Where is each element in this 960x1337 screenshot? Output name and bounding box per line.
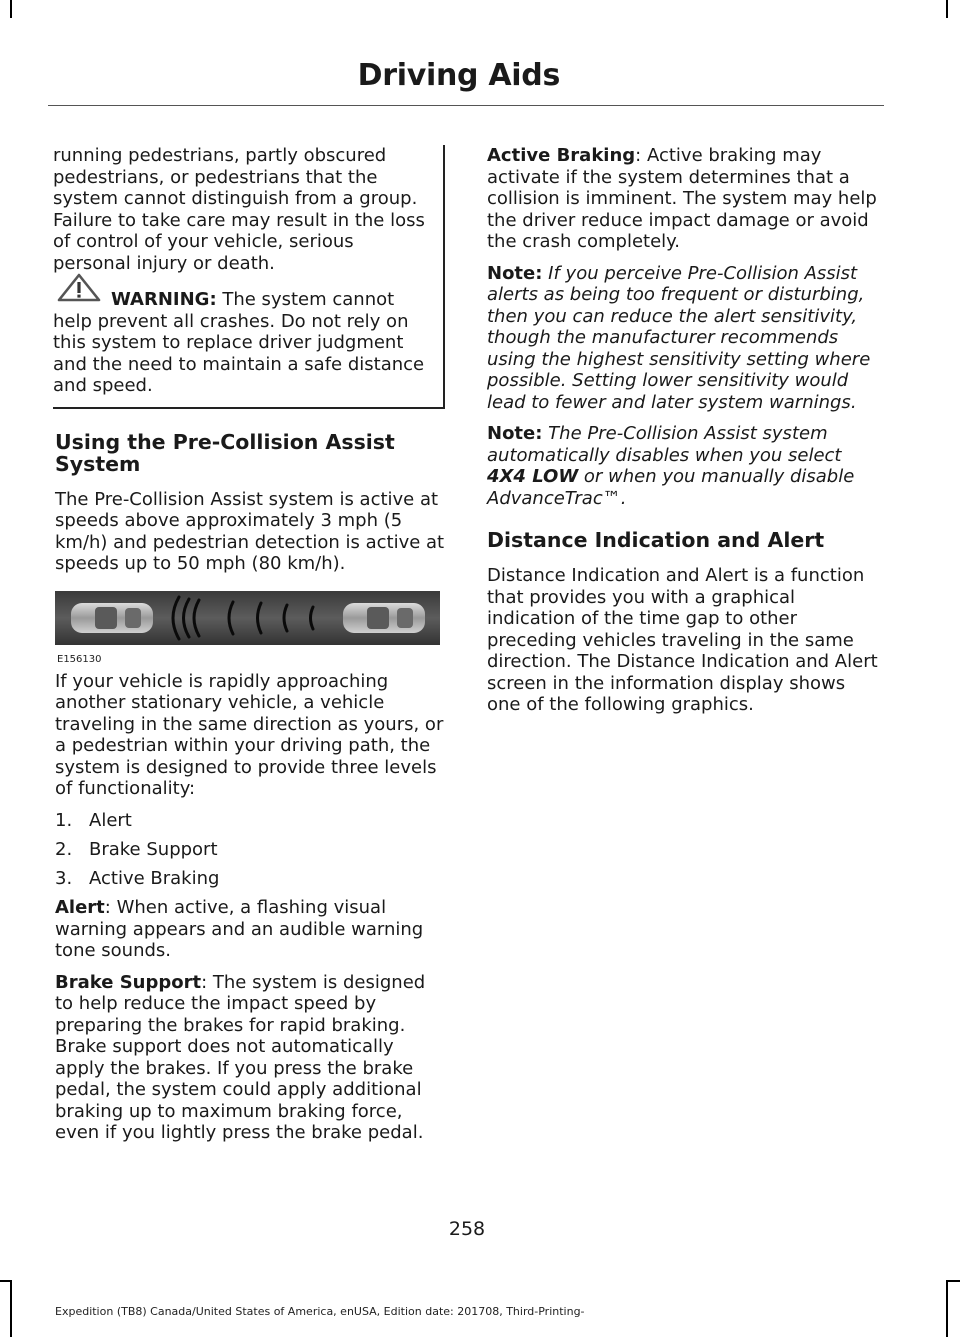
lead-vehicle-icon	[343, 603, 425, 633]
own-vehicle-icon	[71, 603, 153, 633]
levels-list	[55, 810, 445, 890]
warning-paragraph	[53, 289, 435, 397]
pre-collision-figure	[55, 591, 440, 665]
warning-triangle-icon	[53, 273, 105, 303]
using-intro: The Pre-Collision Assist system is active at speeds above approximately 3 mph (5 km/h) and pedestrian detection is active at speeds up to 50 mph (80 km/h).	[55, 488, 445, 574]
page-title: Driving Aids	[357, 58, 560, 93]
header-rule	[48, 105, 884, 106]
edition-footer: Expedition (TB8) Canada/United States of America, enUSA, Edition date: 201708, Third-Printing-	[55, 1305, 585, 1318]
note-disable: Note: The Pre-Collision Assist system automatically disables when you select 4X4 LOW or when you manually disable AdvanceTrac™.	[487, 423, 855, 509]
left-column	[55, 145, 445, 1154]
warning-continuation: running pedestrians, partly obscured pedestrians, or pedestrians that the system cannot distinguish from a group. Failure to take care may result in the loss of control of your vehicle, serious personal injury or death.	[53, 145, 425, 274]
levels-intro: If your vehicle is rapidly approaching another stationary vehicle, a vehicle traveling in the same direction as yours, or a pedestrian within your driving path, the system is designed to provide three levels of functionality:	[55, 670, 444, 799]
crop-mark-top-right	[946, 0, 948, 18]
note-sensitivity: Note: If you perceive Pre-Collision Assist alerts as being too frequent or disturbing, then you can reduce the alert sensitivity, though the manufacturer recommends using the highest sensitivity setting where possible. Setting lower sensitivity would lead to fewer and later system warnings.	[487, 262, 871, 413]
right-column	[487, 145, 882, 726]
heading-using-pre-collision: Using the Pre-Collision Assist System	[55, 429, 395, 476]
page-number: 258	[448, 1218, 486, 1240]
warning-label: WARNING:	[111, 289, 217, 310]
brake-support-paragraph: Brake Support: The system is designed to help reduce the impact speed by preparing the brakes for rapid braking. Brake support does not automatically apply the brakes. If you press the brake pedal, the system could apply additional braking up to maximum braking force, even if you lightly press the brake pedal.	[55, 971, 426, 1143]
active-braking-paragraph: Active Braking: Active braking may activate if the system determines that a collision is imminent. The system may help the driver reduce impact damage or avoid the crash completely.	[487, 145, 877, 252]
warning-text: The system cannot help prevent all crashes. Do not rely on this system to replace driver judgment and the need to maintain a safe distance and speed.	[53, 289, 425, 396]
list-item: 1. Alert	[55, 809, 132, 831]
crop-mark-bottom-right-v	[946, 1280, 948, 1337]
crop-mark-top-left	[10, 0, 12, 18]
note-label: Note:	[487, 423, 543, 444]
warning-box	[53, 145, 445, 409]
note-label: Note:	[487, 262, 543, 284]
figure-code: E156130	[57, 653, 102, 665]
distance-paragraph: Distance Indication and Alert is a function that provides you with a graphical indication of the time gap to other preceding vehicles traveling in the same direction. The Distance Indication and Alert screen in the information display shows one of the following graphics.	[487, 565, 878, 715]
crop-mark-bottom-left-v	[10, 1280, 12, 1337]
crop-mark-bottom-left-h	[0, 1280, 12, 1282]
pre-collision-illustration	[55, 591, 440, 645]
heading-distance-indication: Distance Indication and Alert	[487, 528, 825, 552]
alert-paragraph: Alert: When active, a flashing visual warning appears and an audible warning tone sounds.	[55, 897, 424, 961]
list-item: 3. Active Braking	[55, 867, 220, 889]
list-item: 2. Brake Support	[55, 838, 218, 860]
crop-mark-bottom-right-h	[946, 1280, 960, 1282]
